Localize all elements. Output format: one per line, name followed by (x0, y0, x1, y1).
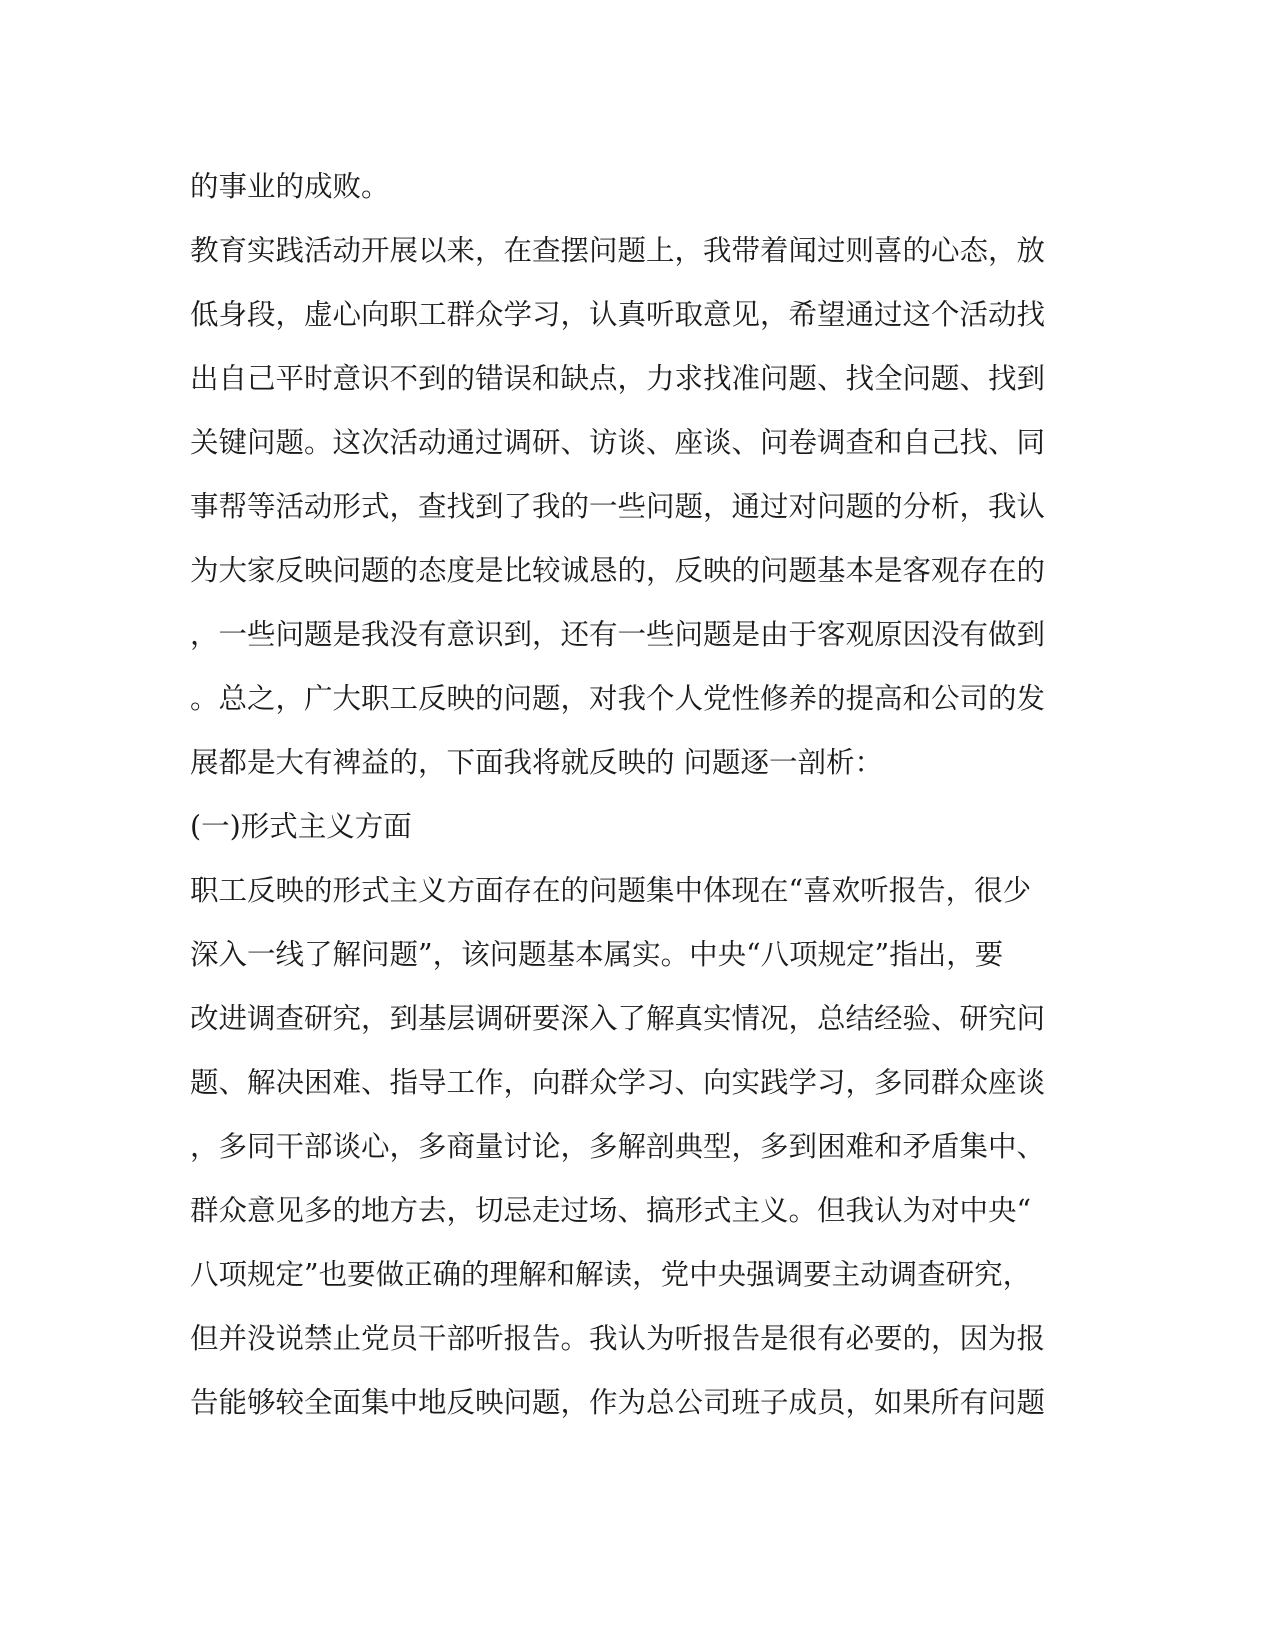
text-line: 群众意见多的地方去，切忌走过场、搞形式主义。但我认为对中央“ (190, 1194, 1032, 1227)
text-line: 但并没说禁止党员干部听报告。我认为听报告是很有必要的，因为报 (190, 1322, 1046, 1355)
text-line: 关键问题。这次活动通过调研、访谈、座谈、问卷调查和自己找、同 (190, 426, 1046, 459)
section-heading: (一)形式主义方面 (190, 810, 412, 843)
body-text (190, 155, 1070, 1435)
text-line: ，一些问题是我没有意识到，还有一些问题是由于客观原因没有做到 (190, 618, 1046, 651)
text-line: 低身段，虚心向职工群众学习，认真听取意见，希望通过这个活动找 (190, 298, 1046, 331)
text-line: 教育实践活动开展以来，在查摆问题上，我带着闻过则喜的心态，放 (190, 234, 1046, 267)
text-line: 为大家反映问题的态度是比较诚恳的，反映的问题基本是客观存在的 (190, 554, 1046, 587)
text-line: 改进调查研究，到基层调研要深入了解真实情况，总结经验、研究问 (190, 1002, 1046, 1035)
text-line: 的事业的成败。 (190, 170, 390, 203)
text-line: 事帮等活动形式，查找到了我的一些问题，通过对问题的分析，我认 (190, 490, 1046, 523)
text-line: 职工反映的形式主义方面存在的问题集中体现在“喜欢听报告，很少 (190, 874, 1032, 907)
text-line: 出自己平时意识不到的错误和缺点，力求找准问题、找全问题、找到 (190, 362, 1046, 395)
text-line: 八项规定”也要做正确的理解和解读，党中央强调要主动调查研究， (190, 1258, 1032, 1291)
text-line: 。总之，广大职工反映的问题，对我个人党性修养的提高和公司的发 (190, 682, 1046, 715)
text-line: 告能够较全面集中地反映问题，作为总公司班子成员，如果所有问题 (190, 1386, 1046, 1419)
text-line: 题、解决困难、指导工作，向群众学习、向实践学习，多同群众座谈 (190, 1066, 1046, 1099)
text-line: ，多同干部谈心，多商量讨论，多解剖典型，多到困难和矛盾集中、 (190, 1130, 1046, 1163)
text-line: 深入一线了解问题”，该问题基本属实。中央“八项规定”指出，要 (190, 938, 1004, 971)
text-line: 展都是大有裨益的，下面我将就反映的 问题逐一剖析： (190, 746, 884, 779)
